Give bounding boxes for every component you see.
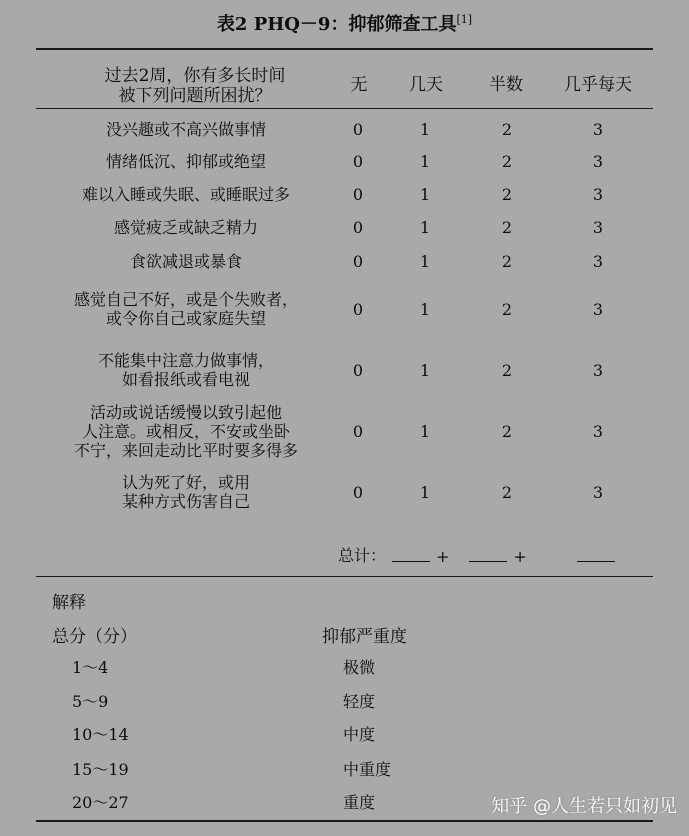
score-value: 1 <box>419 119 431 139</box>
score-range: 20～27 <box>72 793 129 812</box>
question-row <box>36 178 653 210</box>
score-value: 1 <box>419 360 431 380</box>
score-value: 1 <box>419 151 431 171</box>
severity-label: 中度 <box>343 725 376 744</box>
score-value: 3 <box>592 184 604 204</box>
table-title-text: 表2 PHQ－9：抑郁筛查工具 <box>216 14 457 35</box>
middle-rule <box>36 576 653 577</box>
score-value: 3 <box>592 251 604 271</box>
header-option-none: 无 <box>350 75 368 95</box>
score-value: 0 <box>352 299 364 319</box>
score-value: 0 <box>352 119 364 139</box>
score-value: 3 <box>592 151 604 171</box>
severity-label: 中重度 <box>343 760 392 779</box>
question-text: 食欲减退或暴食 <box>129 251 242 271</box>
question-text: 不能集中注意力做事情， 如看报纸或看电视 <box>97 351 274 389</box>
score-value: 3 <box>592 299 604 319</box>
score-value: 0 <box>352 482 364 502</box>
score-value: 1 <box>419 251 431 271</box>
score-value: 0 <box>352 151 364 171</box>
score-value: 1 <box>419 482 431 502</box>
question-text: 感觉自己不好，或是个失败者， 或令你自己或家庭失望 <box>73 290 298 328</box>
score-value: 2 <box>501 482 513 502</box>
score-value: 1 <box>419 421 431 441</box>
question-text: 没兴趣或不高兴做事情 <box>105 119 266 139</box>
score-value: 2 <box>501 251 513 271</box>
total-row <box>338 543 621 566</box>
score-value: 3 <box>592 119 604 139</box>
score-value: 2 <box>501 421 513 441</box>
score-value: 0 <box>352 421 364 441</box>
header-question: 过去2周，你有多长时间 被下列问题所困扰？ <box>104 66 286 106</box>
question-row <box>36 470 653 514</box>
score-value: 1 <box>419 299 431 319</box>
score-value: 1 <box>419 184 431 204</box>
plus-sign-1: + <box>436 547 450 566</box>
question-row <box>36 211 653 243</box>
score-range: 10～14 <box>72 725 129 744</box>
citation-ref: [1] <box>456 13 473 26</box>
question-row <box>36 245 653 277</box>
score-value: 0 <box>352 217 364 237</box>
severity-column-header: 抑郁严重度 <box>322 627 407 647</box>
question-row <box>36 145 653 177</box>
severity-label: 极微 <box>343 658 376 677</box>
score-value: 0 <box>352 184 364 204</box>
score-value: 3 <box>592 217 604 237</box>
score-column-header: 总分（分） <box>52 627 137 647</box>
total-blank-2 <box>469 561 507 562</box>
watermark: 知乎 @人生若只如初见 <box>491 796 677 817</box>
score-value: 2 <box>501 360 513 380</box>
severity-label: 轻度 <box>343 692 376 711</box>
question-row <box>36 400 653 462</box>
score-range: 5～9 <box>72 692 109 711</box>
header-option-nearly-every-day: 几乎每天 <box>564 75 632 95</box>
question-row <box>36 113 653 145</box>
bottom-rule <box>36 820 653 822</box>
interpretation-title: 解释 <box>52 593 86 613</box>
header-option-several-days: 几天 <box>409 75 443 95</box>
score-value: 2 <box>501 299 513 319</box>
question-text: 认为死了好，或用 某种方式伤害自己 <box>121 473 250 511</box>
score-value: 2 <box>501 151 513 171</box>
question-row <box>36 286 653 332</box>
score-value: 2 <box>501 184 513 204</box>
plus-sign-2: + <box>513 547 527 566</box>
score-range: 1～4 <box>72 658 109 677</box>
score-value: 0 <box>352 360 364 380</box>
total-blank-1 <box>392 561 430 562</box>
score-value: 2 <box>501 217 513 237</box>
question-text: 感觉疲乏或缺乏精力 <box>113 217 258 237</box>
total-label: 总计： <box>338 546 387 565</box>
question-text: 活动或说话缓慢以致引起他 人注意。或相反，不安或坐卧 不宁，来回走动比平时要多得多 <box>73 402 298 460</box>
total-blank-3 <box>577 561 615 562</box>
question-text: 情绪低沉、抑郁或绝望 <box>105 151 266 171</box>
score-range: 15～19 <box>72 760 129 779</box>
score-value: 3 <box>592 360 604 380</box>
table-title <box>0 10 689 36</box>
header-rule <box>36 108 653 109</box>
score-value: 1 <box>419 217 431 237</box>
header-option-half: 半数 <box>489 75 523 95</box>
severity-label: 重度 <box>343 793 376 812</box>
score-value: 2 <box>501 119 513 139</box>
score-value: 3 <box>592 482 604 502</box>
question-row <box>36 347 653 393</box>
score-value: 3 <box>592 421 604 441</box>
question-text: 难以入睡或失眠、或睡眠过多 <box>81 184 290 204</box>
top-rule <box>36 48 653 50</box>
score-value: 0 <box>352 251 364 271</box>
